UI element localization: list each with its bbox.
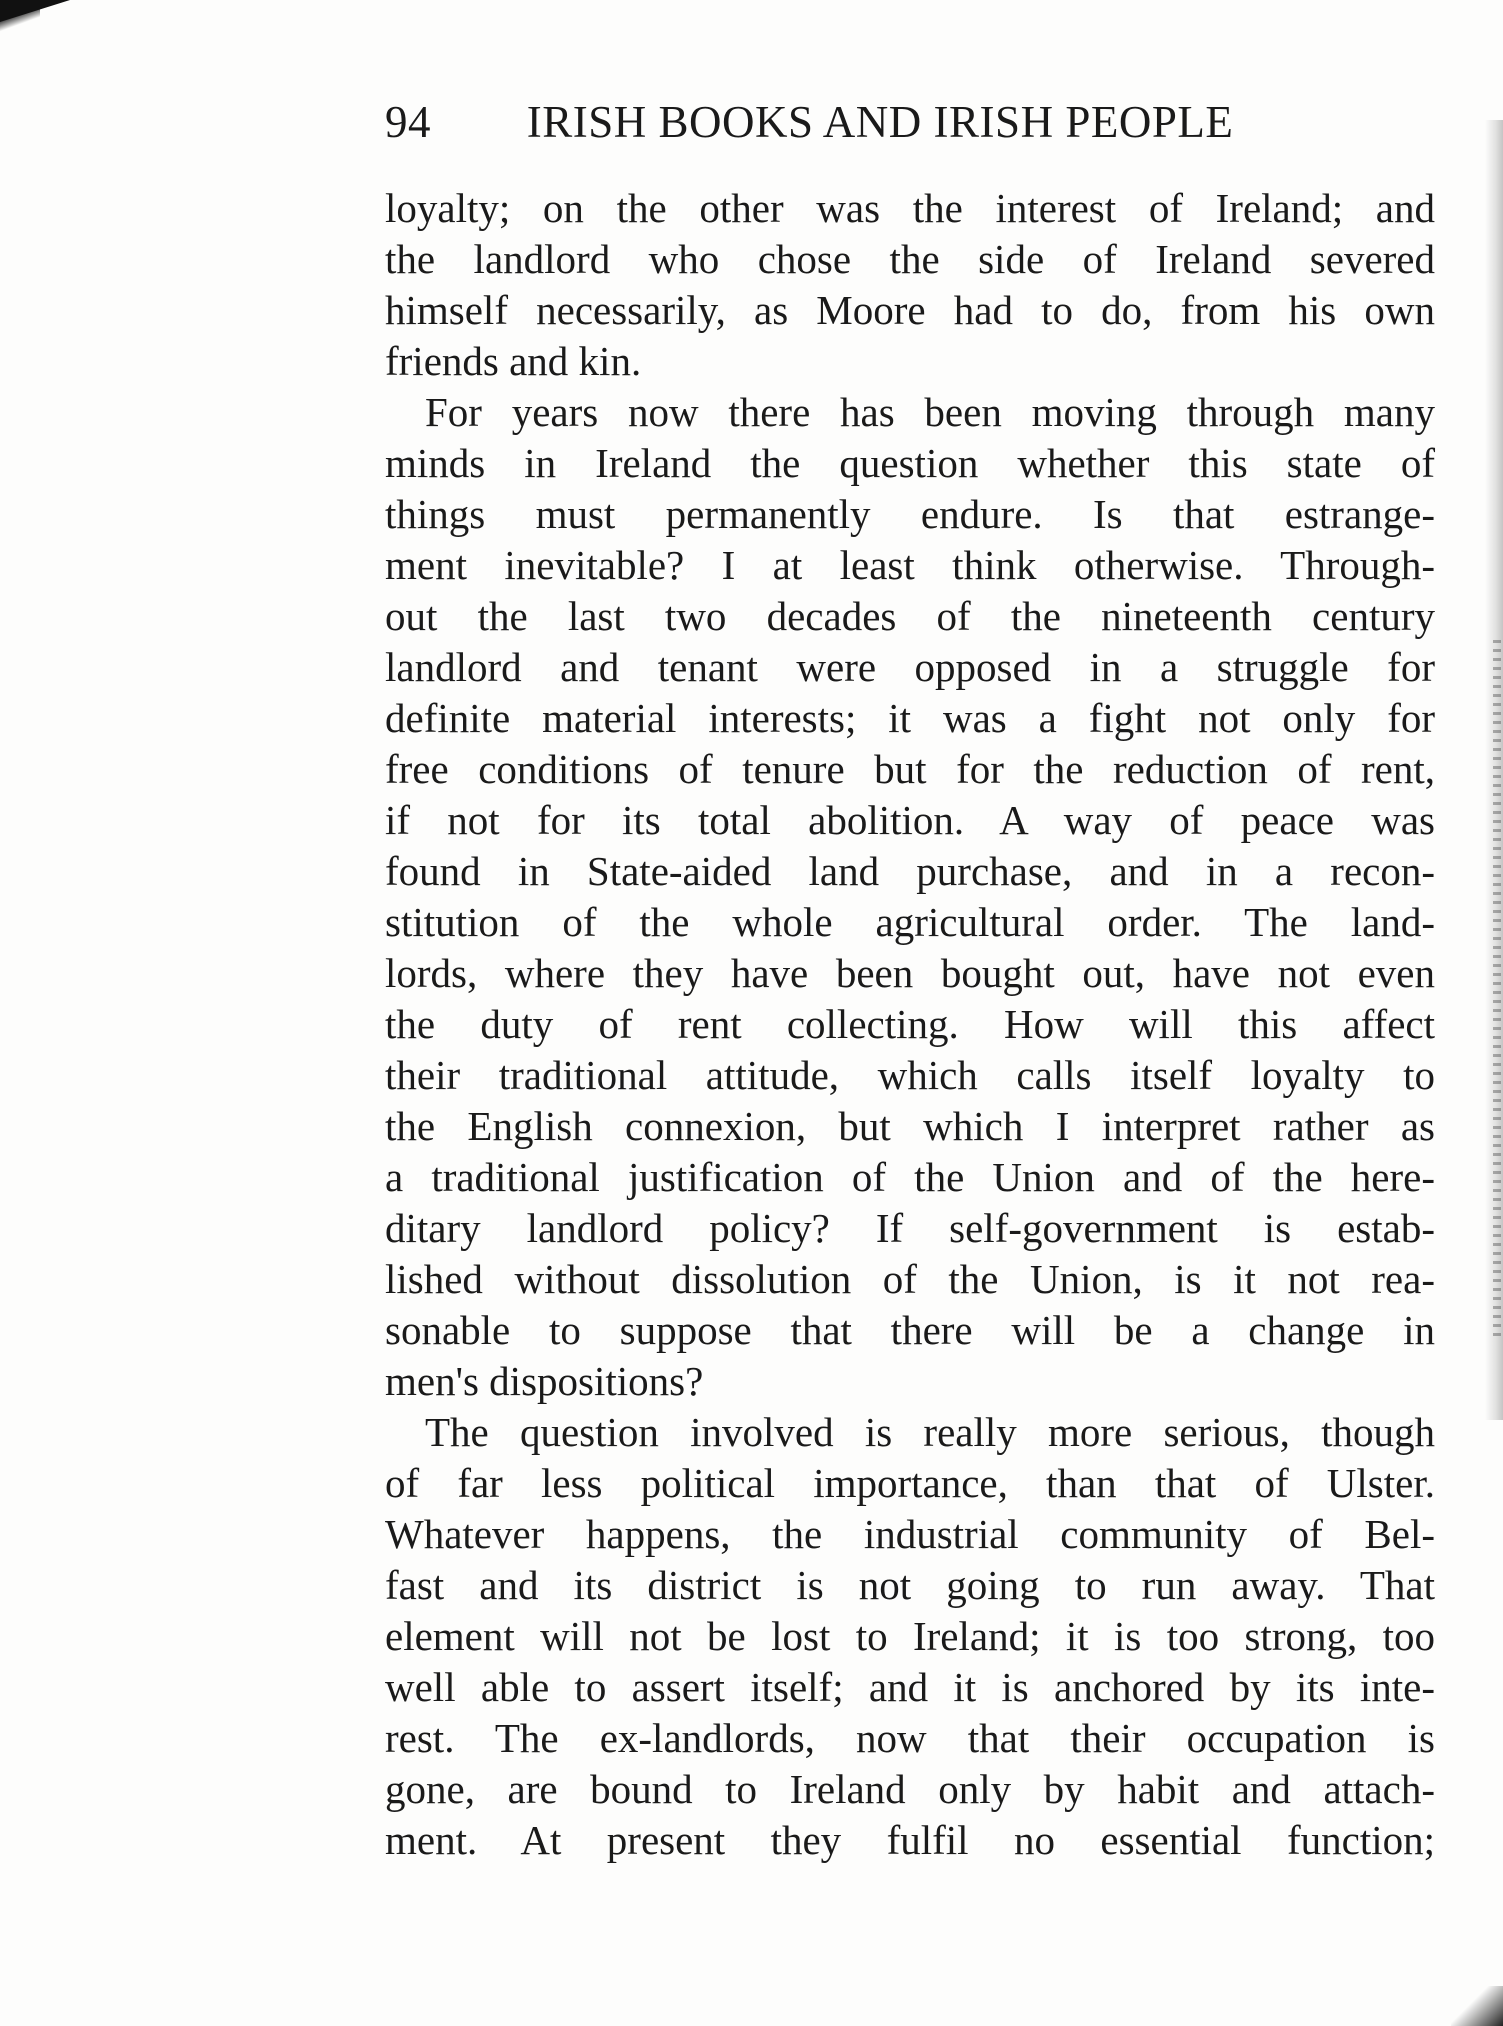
text-line: men's dispositions? <box>385 1358 704 1404</box>
text-line: the duty of rent collecting. How will this affect <box>385 1001 1435 1047</box>
text-line: definite material interests; it was a fight not only for <box>385 695 1435 741</box>
text-line: Whatever happens, the industrial community of Bel- <box>385 1511 1435 1557</box>
scan-corner-shadow <box>0 6 40 34</box>
text-line: ditary landlord policy? If self-government is estab- <box>385 1205 1435 1251</box>
text-line: well able to assert itself; and it is anchored by its inte- <box>385 1664 1435 1710</box>
text-line: their traditional attitude, which calls itself loyalty to <box>385 1052 1435 1098</box>
text-line: if not for its total abolition. A way of peace was <box>385 797 1435 843</box>
text-line: The question involved is really more serious, though <box>425 1409 1435 1455</box>
text-line: a traditional justification of the Union and of the here- <box>385 1154 1435 1200</box>
body-text <box>385 183 1435 1866</box>
text-line: free conditions of tenure but for the reduction of rent, <box>385 746 1435 792</box>
text-line: out the last two decades of the nineteenth century <box>385 593 1435 639</box>
text-line: the English connexion, but which I interpret rather as <box>385 1103 1435 1149</box>
text-line: ment. At present they fulfil no essential function; <box>385 1817 1435 1863</box>
text-line: things must permanently endure. Is that estrange- <box>385 491 1435 537</box>
text-line: minds in Ireland the question whether this state of <box>385 440 1435 486</box>
scan-smudge <box>1451 1986 1503 2026</box>
text-line: rest. The ex-landlords, now that their occupation is <box>385 1715 1435 1761</box>
text-line: found in State-aided land purchase, and in a recon- <box>385 848 1435 894</box>
text-line: friends and kin. <box>385 338 642 384</box>
binding-speckle <box>1493 640 1501 1340</box>
text-line: sonable to suppose that there will be a change in <box>385 1307 1435 1353</box>
text-line: loyalty; on the other was the interest of Ireland; and <box>385 185 1435 231</box>
running-head: IRISH BOOKS AND IRISH PEOPLE <box>526 97 1234 147</box>
text-line: element will not be lost to Ireland; it is too strong, too <box>385 1613 1435 1659</box>
text-line: lords, where they have been bought out, have not even <box>385 950 1435 996</box>
text-line: of far less political importance, than that of Ulster. <box>385 1460 1435 1506</box>
text-line: the landlord who chose the side of Ireland severed <box>385 236 1435 282</box>
text-line: ment inevitable? I at least think otherwise. Through- <box>385 542 1435 588</box>
text-line: fast and its district is not going to run away. That <box>385 1562 1435 1608</box>
text-line: stitution of the whole agricultural order. The land- <box>385 899 1435 945</box>
text-line: For years now there has been moving through many <box>425 389 1435 435</box>
page-number: 94 <box>385 97 431 147</box>
page-header <box>385 96 1315 148</box>
text-line: gone, are bound to Ireland only by habit and attach- <box>385 1766 1435 1812</box>
text-line: himself necessarily, as Moore had to do, from his own <box>385 287 1435 333</box>
text-line: landlord and tenant were opposed in a struggle for <box>385 644 1435 690</box>
text-line: lished without dissolution of the Union, is it not rea- <box>385 1256 1435 1302</box>
